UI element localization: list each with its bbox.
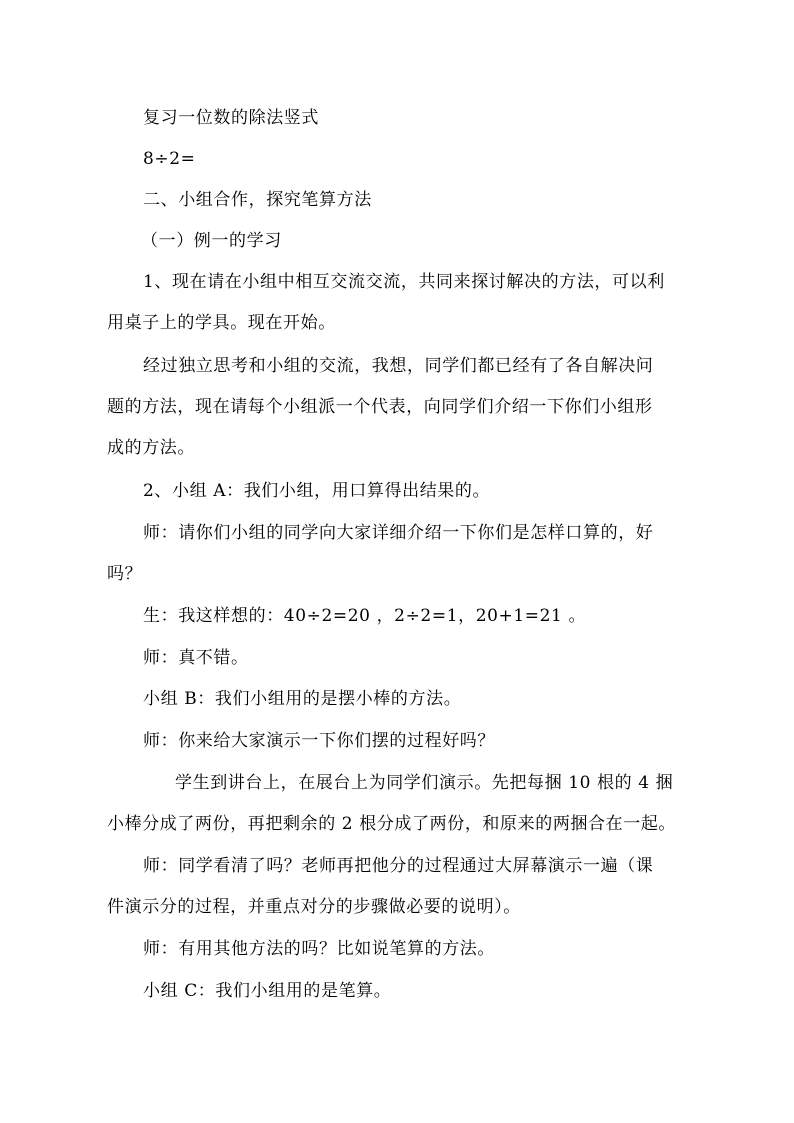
text-line: 小棒分成了两份，再把剩余的 2 根分成了两份，和原来的两捆合在一起。 [107, 814, 677, 834]
paragraph-teacher-praise [107, 638, 687, 679]
paragraph-group-b [107, 679, 687, 720]
text-line: 师：真不错。 [143, 648, 249, 668]
paragraph-teacher-screen-demo [107, 846, 687, 928]
text-line: （一）例一的学习 [141, 231, 282, 251]
paragraph-student-demo [107, 763, 687, 845]
paragraph-example-one-heading [107, 221, 687, 262]
text-line: 小组 C：我们小组用的是笔算。 [143, 981, 392, 1001]
paragraph-teacher-demo-request [107, 721, 687, 762]
text-line: 1、现在请在小组中相互交流交流，共同来探讨解决的方法，可以利 [143, 272, 665, 292]
text-line: 2、小组 A：我们小组，用口算得出结果的。 [143, 481, 491, 501]
text-line: 吗？ [107, 564, 143, 584]
text-line: 二、小组合作，探究笔算方法 [143, 190, 372, 210]
paragraph-discussion [107, 346, 687, 469]
paragraph-teacher-other-methods [107, 929, 687, 970]
text-line: 师：你来给大家演示一下你们摆的过程好吗？ [143, 731, 495, 751]
text-line: 师：有用其他方法的吗？比如说笔算的方法。 [143, 939, 495, 959]
paragraph-equation [107, 139, 687, 180]
paragraph-teacher-question [107, 513, 687, 595]
text-line: 复习一位数的除法竖式 [143, 108, 319, 128]
text-line: 题的方法，现在请每个小组派一个代表，向同学们介绍一下你们小组形 [107, 397, 653, 417]
text-line: 小组 B：我们小组用的是摆小棒的方法。 [143, 689, 462, 709]
paragraph-instruction [107, 262, 687, 344]
paragraph-section-two-heading [107, 180, 687, 221]
text-line: 生：我这样想的：40÷2=20 ，2÷2=1，20+1=21 。 [143, 606, 587, 626]
paragraph-group-c [107, 971, 687, 1012]
paragraph-student-answer [107, 596, 687, 637]
text-line: 学生到讲台上，在展台上为同学们演示。先把每捆 10 根的 4 捆 [175, 773, 674, 793]
text-line: 件演示分的过程，并重点对分的步骤做必要的说明）。 [107, 897, 521, 917]
text-line: 成的方法。 [107, 438, 195, 458]
text-line: 师：同学看清了吗？老师再把他分的过程通过大屏幕演示一遍（课 [143, 856, 654, 876]
paragraph-group-a [107, 471, 687, 512]
text-line: 8÷2= [143, 149, 196, 169]
text-line: 用桌子上的学具。现在开始。 [107, 313, 336, 333]
text-line: 经过独立思考和小组的交流，我想，同学们都已经有了各自解决问 [143, 356, 654, 376]
paragraph-review-heading [107, 98, 687, 139]
text-line: 师：请你们小组的同学向大家详细介绍一下你们是怎样口算的，好 [143, 523, 654, 543]
